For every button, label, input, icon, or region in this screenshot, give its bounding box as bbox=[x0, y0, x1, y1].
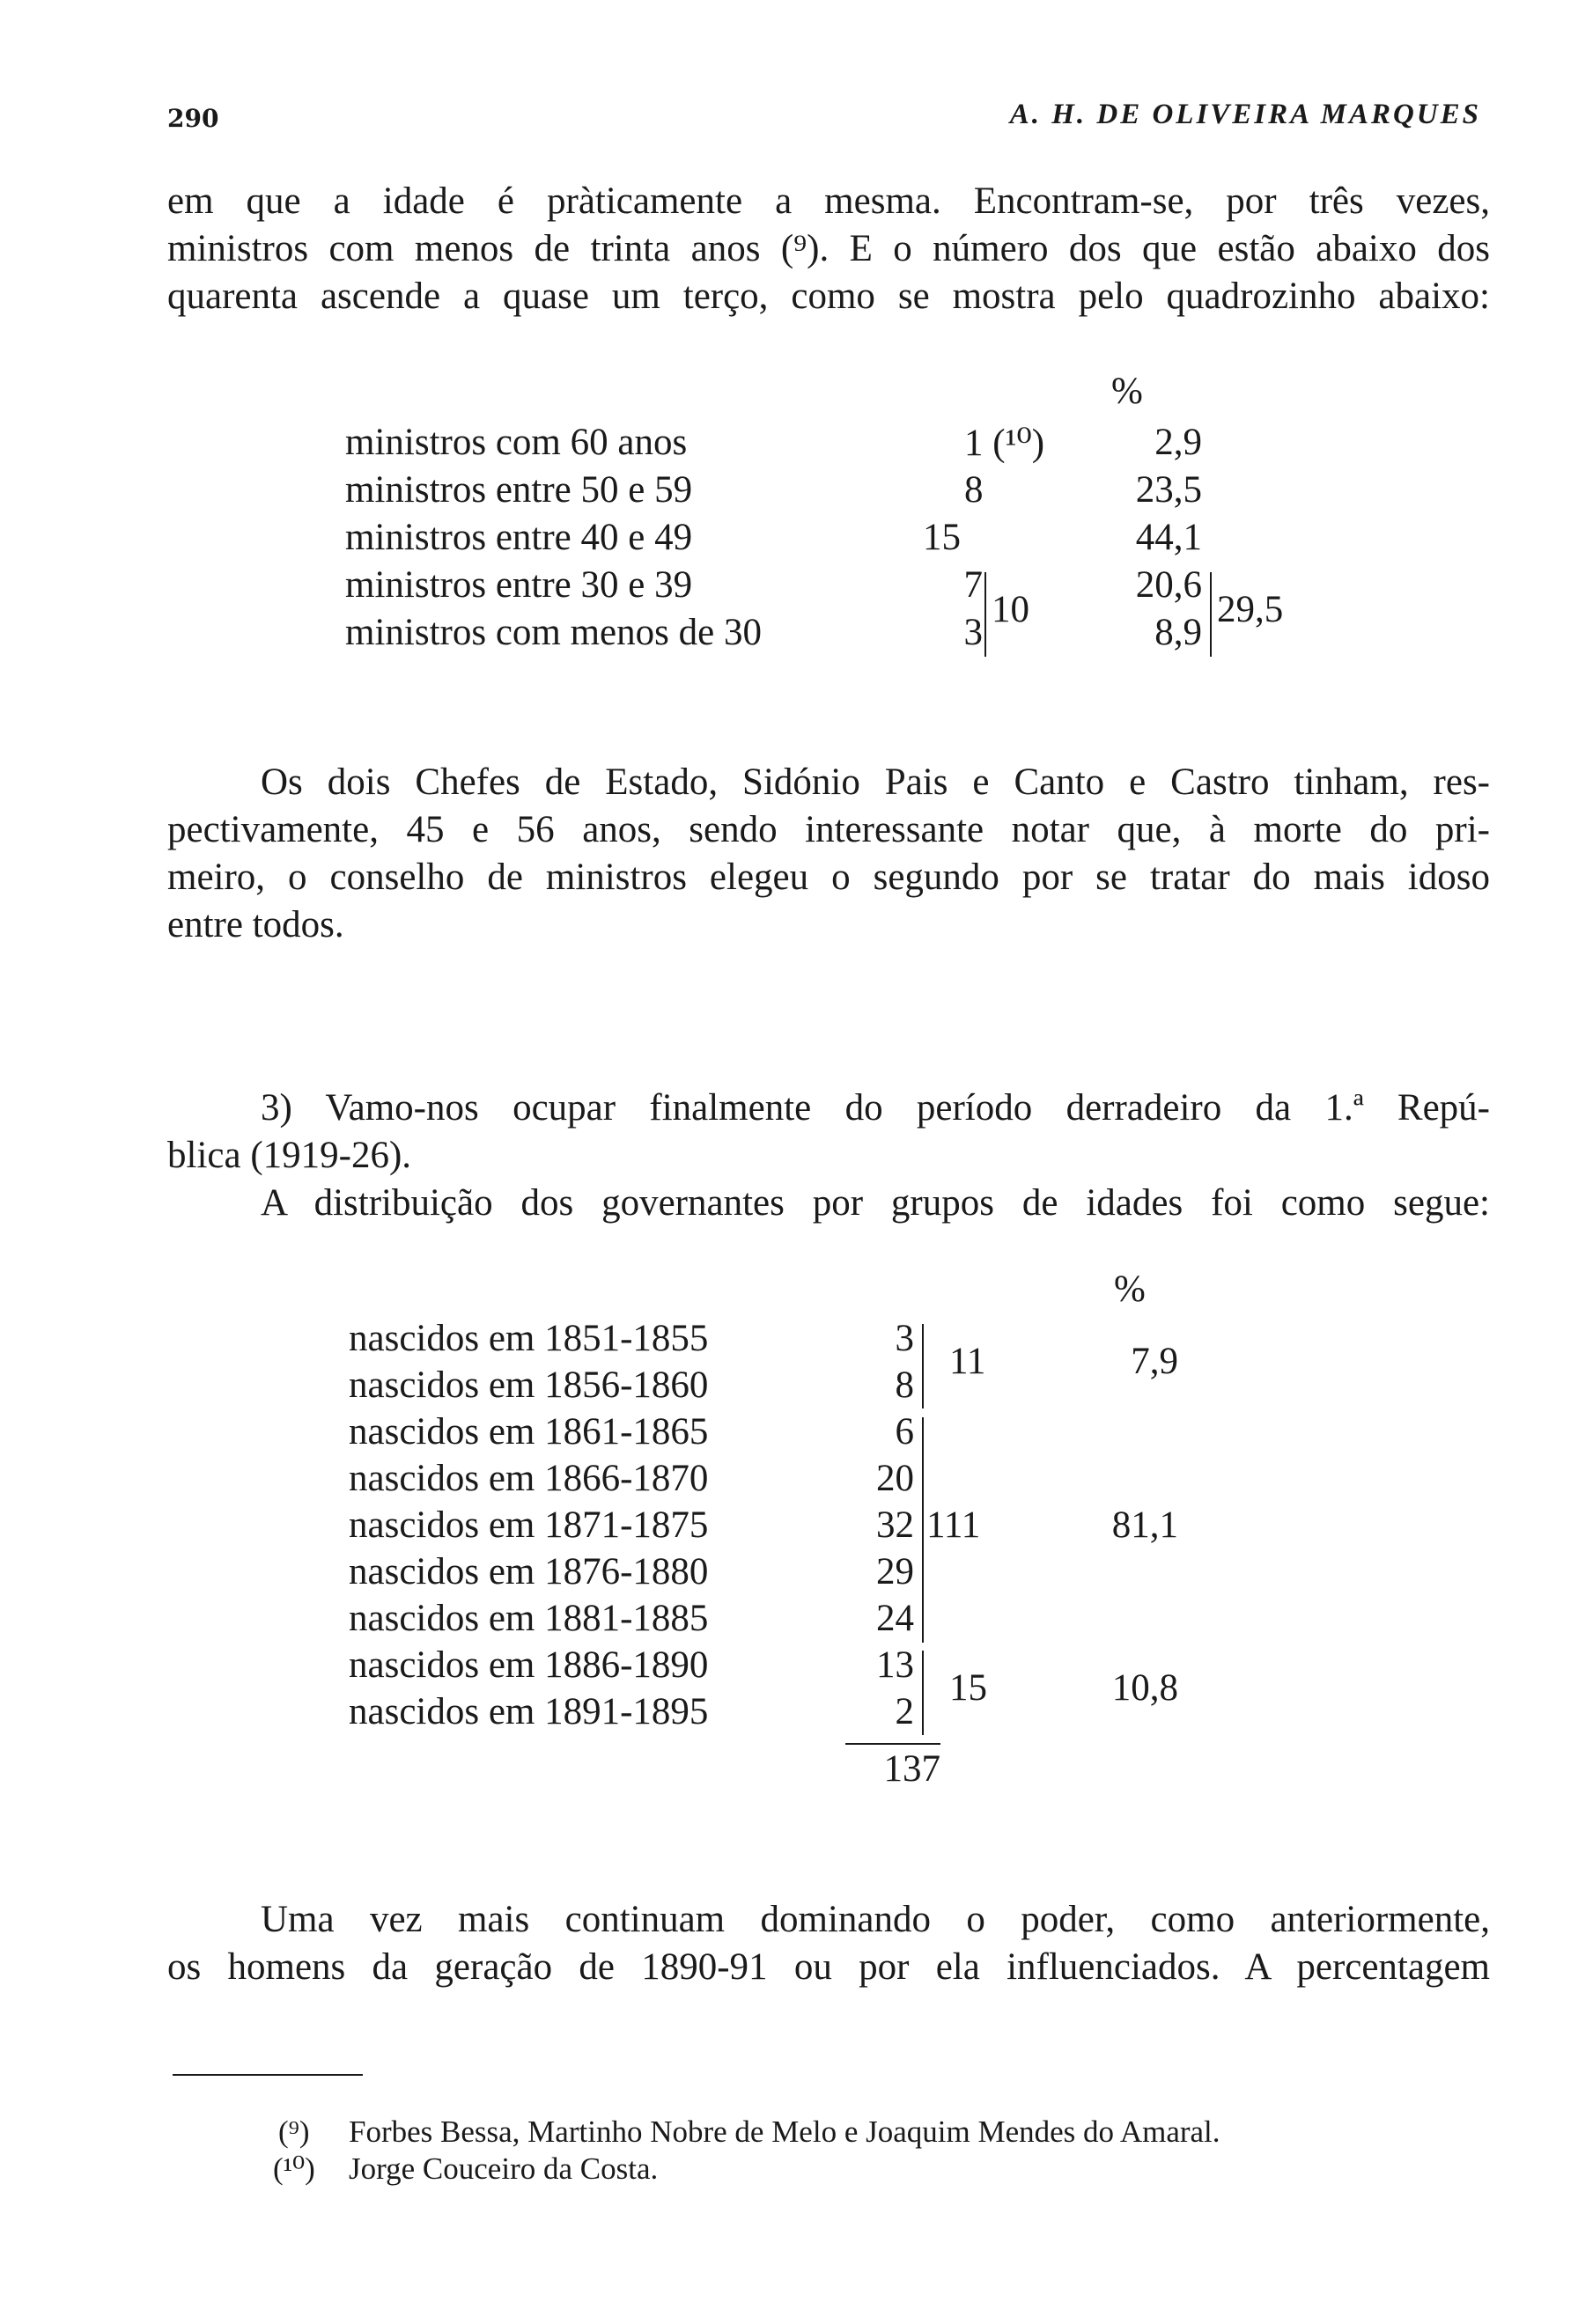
group-count: 10 bbox=[992, 589, 1029, 630]
table-row-count: 15 bbox=[923, 517, 961, 558]
table-row-count: 24 bbox=[876, 1598, 914, 1639]
table-row-label: ministros entre 50 e 59 bbox=[345, 469, 693, 511]
group-count: 11 bbox=[949, 1341, 986, 1382]
paragraph-2 bbox=[167, 759, 1490, 949]
table-row-percent: 8,9 bbox=[1154, 612, 1202, 653]
paragraph-4 bbox=[167, 1896, 1490, 1991]
percent-header: % bbox=[1111, 371, 1143, 412]
table-row-count: 1 (¹⁰) bbox=[964, 423, 1045, 464]
text-line: ministros com menos de trinta anos (⁹). E o número dos que estão abaixo dos bbox=[167, 228, 1490, 269]
table-row-label: nascidos em 1861-1865 bbox=[349, 1411, 709, 1452]
group-percent: 81,1 bbox=[1111, 1504, 1178, 1546]
running-head: A. H. DE OLIVEIRA MARQUES bbox=[1009, 99, 1481, 130]
table-row-label: nascidos em 1886-1890 bbox=[349, 1644, 709, 1686]
text-line: Uma vez mais continuam dominando o poder, como anteriormente, bbox=[261, 1899, 1490, 1940]
table-row-label: nascidos em 1876-1880 bbox=[349, 1551, 709, 1592]
footnote-separator bbox=[173, 2074, 363, 2076]
group-brace bbox=[1205, 572, 1212, 657]
table-row-percent: 20,6 bbox=[1135, 564, 1202, 606]
table-row-label: ministros com 60 anos bbox=[345, 422, 688, 463]
table-row-count: 7 bbox=[963, 564, 983, 606]
table-row-label: nascidos em 1851-1855 bbox=[349, 1318, 709, 1359]
footnote-text: Forbes Bessa, Martinho Nobre de Melo e Joaquim Mendes do Amaral. bbox=[349, 2114, 1220, 2149]
text-line: Os dois Chefes de Estado, Sidónio Pais e Canto e Castro tinham, res- bbox=[261, 761, 1490, 803]
table-row-count: 13 bbox=[876, 1644, 914, 1686]
text-line: 3) Vamo-nos ocupar finalmente do período derradeiro da 1.ª Repú- bbox=[261, 1087, 1490, 1129]
group-percent: 7,9 bbox=[1131, 1341, 1178, 1382]
table-row-label: nascidos em 1856-1860 bbox=[349, 1364, 709, 1406]
sum-rule bbox=[845, 1743, 940, 1745]
group-brace bbox=[916, 1651, 924, 1735]
group-brace bbox=[916, 1417, 924, 1643]
group-brace bbox=[916, 1324, 924, 1408]
percent-header: % bbox=[1114, 1269, 1146, 1310]
table-row-percent: 2,9 bbox=[1154, 422, 1202, 463]
footnote-mark: (¹⁰) bbox=[273, 2151, 315, 2186]
paragraph-3 bbox=[167, 1085, 1490, 1227]
table-row-count: 32 bbox=[876, 1504, 914, 1546]
text-line: A distribuição dos governantes por grupos de idades foi como segue: bbox=[261, 1182, 1490, 1224]
table-row-percent: 44,1 bbox=[1135, 517, 1202, 558]
text-line: pectivamente, 45 e 56 anos, sendo interessante notar que, à morte do pri- bbox=[167, 809, 1490, 850]
table-row-count: 20 bbox=[876, 1458, 914, 1499]
table-row-count: 6 bbox=[895, 1411, 914, 1452]
table-row-count: 3 bbox=[895, 1318, 914, 1359]
table-row-label: nascidos em 1866-1870 bbox=[349, 1458, 709, 1499]
text-line: entre todos. bbox=[167, 904, 344, 945]
group-brace bbox=[979, 572, 986, 657]
group-count: 111 bbox=[926, 1504, 981, 1546]
table-total: 137 bbox=[883, 1748, 940, 1790]
text-line: os homens da geração de 1890-91 ou por ela influenciados. A percentagem bbox=[167, 1946, 1490, 1988]
table-row-count: 8 bbox=[895, 1364, 914, 1406]
table-row-label: ministros com menos de 30 bbox=[345, 612, 762, 653]
footnote-text: Jorge Couceiro da Costa. bbox=[349, 2151, 659, 2186]
text-line: blica (1919-26). bbox=[167, 1135, 412, 1176]
table-row-count: 29 bbox=[876, 1551, 914, 1592]
table-row-label: ministros entre 40 e 49 bbox=[345, 517, 693, 558]
table-row-count: 2 bbox=[895, 1691, 914, 1732]
page-number: 290 bbox=[167, 104, 219, 133]
table-row-label: nascidos em 1881-1885 bbox=[349, 1598, 709, 1639]
table-row-label: nascidos em 1871-1875 bbox=[349, 1504, 709, 1546]
table-row-count: 8 bbox=[964, 469, 984, 511]
text-line: meiro, o conselho de ministros elegeu o segundo por se tratar do mais idoso bbox=[167, 857, 1490, 898]
table-row-label: nascidos em 1891-1895 bbox=[349, 1691, 709, 1732]
text-line: quarenta ascende a quase um terço, como se mostra pelo quadrozinho abaixo: bbox=[167, 276, 1490, 317]
group-count: 15 bbox=[949, 1667, 987, 1709]
paragraph-1 bbox=[167, 178, 1490, 320]
footnote-mark: (⁹) bbox=[278, 2114, 310, 2149]
group-percent: 10,8 bbox=[1111, 1667, 1178, 1709]
text-line: em que a idade é pràticamente a mesma. Encontram-se, por três vezes, bbox=[167, 180, 1490, 222]
group-percent: 29,5 bbox=[1217, 589, 1284, 630]
table-row-count: 3 bbox=[963, 612, 983, 653]
table-row-label: ministros entre 30 e 39 bbox=[345, 564, 693, 606]
table-row-percent: 23,5 bbox=[1135, 469, 1202, 511]
